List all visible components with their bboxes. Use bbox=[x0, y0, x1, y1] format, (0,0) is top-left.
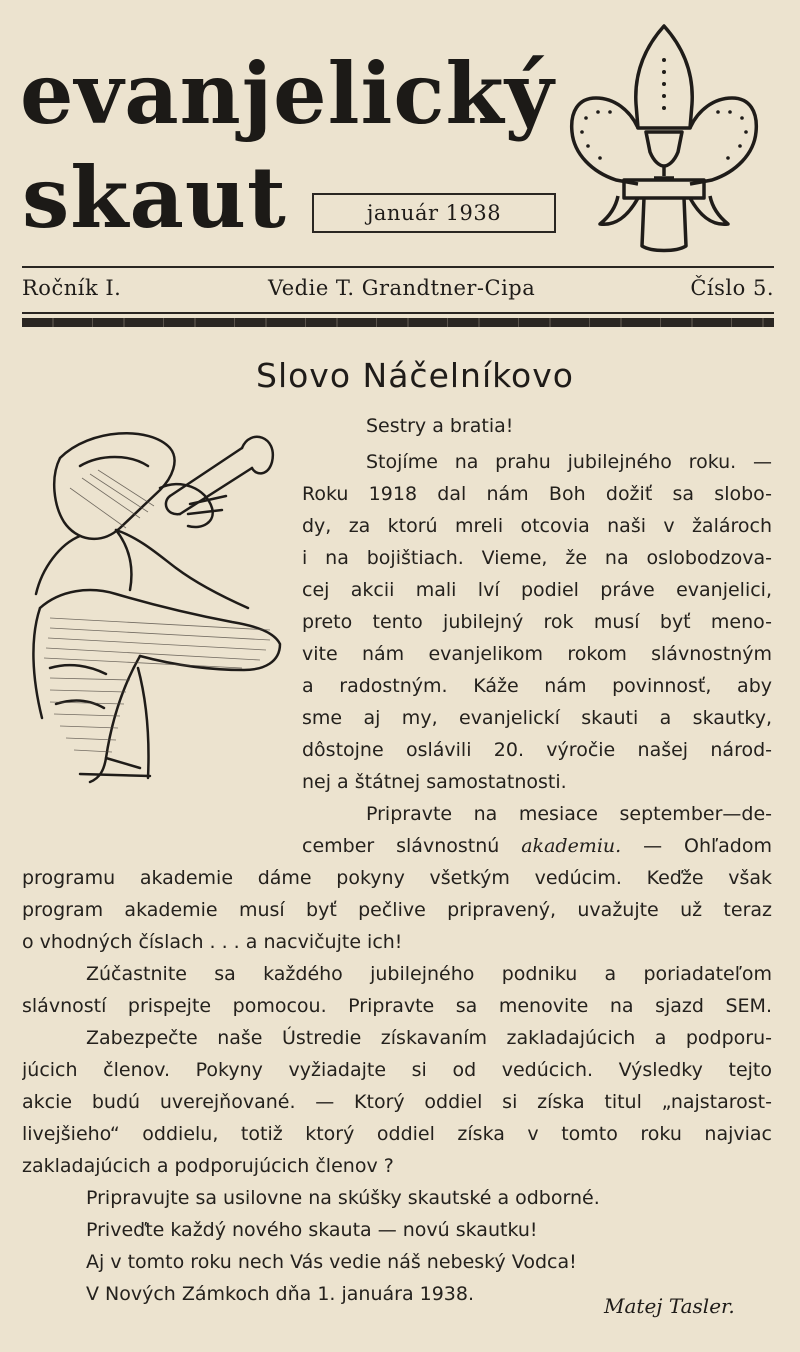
scout-lily-chalice-icon bbox=[564, 20, 764, 260]
body-line: o vhodných číslach . . . a nacvičujte ich! bbox=[22, 931, 403, 953]
place-date-line: V Nových Zámkoch dňa 1. januára 1938. bbox=[86, 1283, 475, 1305]
thin-rule bbox=[22, 312, 774, 314]
body-line: vite nám evanjelikom rokom slávnostným bbox=[302, 643, 772, 665]
greeting: Sestry a bratia! bbox=[366, 415, 514, 437]
body-line: akcie budú uverejňované. — Ktorý oddiel si získa titul „najstarost- bbox=[22, 1091, 772, 1113]
top-rule bbox=[22, 266, 774, 268]
body-line: zakladajúcich a podporujúcich členov ? bbox=[22, 1155, 394, 1177]
issue-date: január 1938 bbox=[366, 201, 502, 225]
body-line: programu akademie dáme pokyny všetkým vedúcim. Keďže však bbox=[22, 867, 772, 889]
body-line bbox=[302, 832, 772, 860]
header-divider-bar bbox=[22, 318, 774, 327]
body-line: Aj v tomto roku nech Vás vedie náš nebeský Vodca! bbox=[86, 1251, 577, 1273]
body-line: slávností prispejte pomocou. Pripravte sa menovite na sjazd SEM. bbox=[22, 995, 772, 1017]
body-line: preto tento jubilejný rok musí byť meno- bbox=[302, 611, 772, 633]
body-line: dy, za ktorú mreli otcovia naši v žalároch bbox=[302, 515, 772, 537]
body-line: a radostným. Káže nám povinnosť, aby bbox=[302, 675, 772, 697]
body-line: livejšieho“ oddielu, totiž ktorý oddiel získa v tomto roku najviac bbox=[22, 1123, 772, 1145]
body-line: cej akcii mali lví podiel práve evanjelici, bbox=[302, 579, 772, 601]
body-line: program akademie musí byť pečlive pripravený, uvažujte už teraz bbox=[22, 899, 772, 921]
masthead-title-line1: evanjelický bbox=[20, 44, 555, 143]
scout-bugler-illustration bbox=[20, 418, 290, 808]
body-line: Priveďte každý nového skauta — novú skautku! bbox=[86, 1219, 538, 1241]
body-line: júcich členov. Pokyny vyžiadajte si od vedúcich. Výsledky tejto bbox=[22, 1059, 772, 1081]
body-line: i na bojištiach. Vieme, že na oslobodzova- bbox=[302, 547, 772, 569]
body-line: nej a štátnej samostatnosti. bbox=[302, 771, 567, 793]
volume-label: Ročník I. bbox=[22, 276, 122, 300]
body-line: Zabezpečte naše Ústredie získavaním zakladajúcich a podporu- bbox=[86, 1027, 772, 1049]
issue-number: Číslo 5. bbox=[690, 276, 774, 300]
body-line: Pripravujte sa usilovne na skúšky skautské a odborné. bbox=[86, 1187, 600, 1209]
text-segment: cember slávnostnú bbox=[302, 835, 522, 857]
body-line: Stojíme na prahu jubilejného roku. — bbox=[366, 451, 772, 473]
issue-date-box bbox=[312, 193, 556, 233]
body-line: Zúčastnite sa každého jubilejného podniku a poriadateľom bbox=[86, 963, 772, 985]
body-line: sme aj my, evanjelickí skauti a skautky, bbox=[302, 707, 772, 729]
article-title: Slovo Náčelníkovo bbox=[256, 356, 574, 395]
body-line: dôstojne oslávili 20. výročie našej národ- bbox=[302, 739, 772, 761]
body-line: Roku 1918 dal nám Boh dožiť sa slobo- bbox=[302, 483, 772, 505]
signature: Matej Tasler. bbox=[604, 1294, 735, 1318]
body-line: Pripravte na mesiace september—de- bbox=[366, 803, 772, 825]
masthead-title-line2: skaut bbox=[22, 148, 287, 247]
editor-label: Vedie T. Grandtner-Cipa bbox=[268, 276, 536, 300]
text-segment: — Ohľadom bbox=[621, 835, 772, 857]
italic-word: akademiu. bbox=[521, 835, 622, 857]
